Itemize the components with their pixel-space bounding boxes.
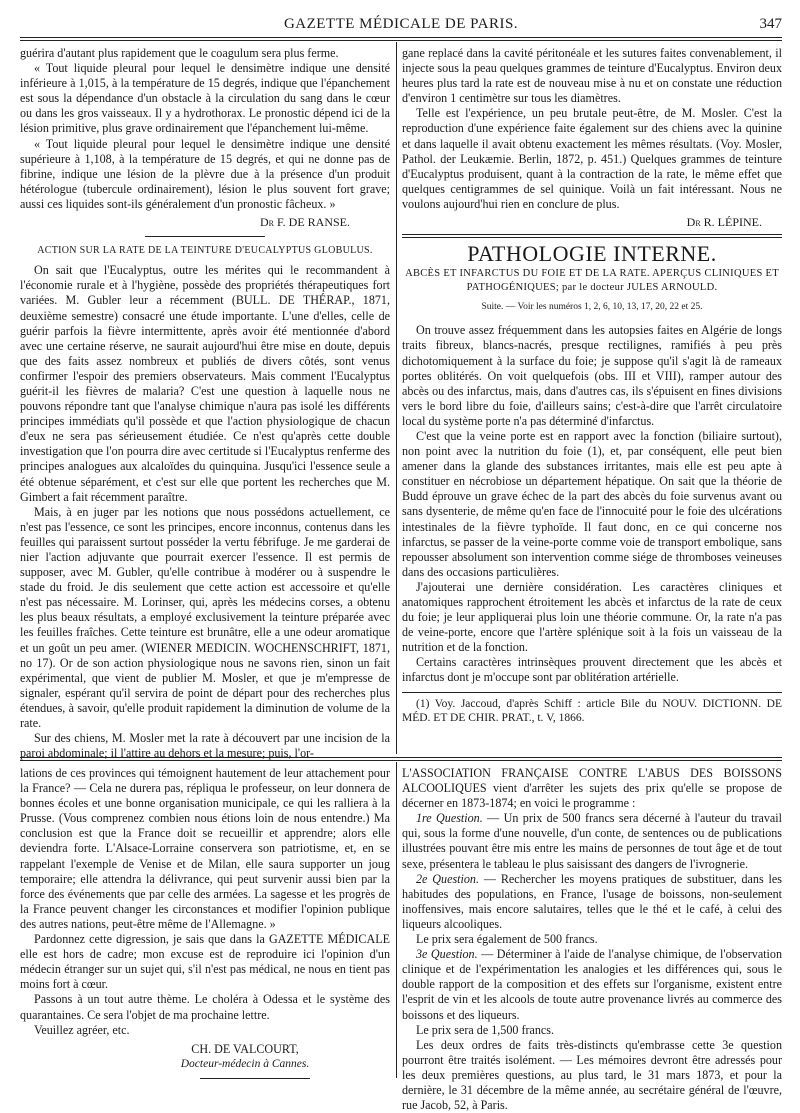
- closing-paragraph: Les deux ordres de faits très-distincts qu'embrasse cette 3e question pourront être traités isolément. — Les mémoires devront être adressés pour les deux premières questions, au plus tard, le 31 mars 1873, et pour la dernière, le 31 décembre de la même année, au secrétaire général de l'œuvre, rue Jacob, 52, à Paris.: [402, 1037, 782, 1113]
- question-2-prize: Le prix sera également de 500 francs.: [416, 932, 598, 947]
- suite-note: Suite. — Voir les numéros 1, 2, 6, 10, 13, 17, 20, 22 et 25.: [481, 302, 703, 313]
- paragraph: C'est que la veine porte est en rapport avec la fonction (biliaire surtout), non point avec la nutrition du foie (1), et, par conséquent, elle peut bien amener dans la glande des substances irritantes, mais elle est peu apte à constituer en nécrobiose un département hépatique. On sait que la théorie de Budd éprouve un grave échec de la part des abcès du foie survenus avant ou sans dysenterie, de même qu'en face de l'innocuité pour le foie des ulcérations intestinales de la fièvre typhoïde. Il faut donc, en ce qui concerne nos infarctus, se passer de la veine-porte comme voie de transport embolique, sans repousser absolument son intervention comme siége de thromboses veineuses dans des occasions particulières.: [402, 428, 782, 579]
- question-1-label: 1re Question.: [416, 811, 483, 826]
- question-3-label: 3e Question.: [416, 947, 478, 962]
- paragraph: Certains caractères intrinsèques prouvent directement que les abcès et infarctus dont je m'occupe sont par oblitération artérielle.: [402, 655, 782, 685]
- separator: [200, 1078, 310, 1079]
- section-title: ACTION SUR LA RATE DE LA TEINTURE D'EUCALYPTUS GLOBULUS.: [37, 245, 373, 257]
- paragraph: J'ajouterai une dernière considération. Les caractères cliniques et anatomiques rapprochent étroitement les abcès et infarctus de la rate de ceux du foie; je leur appliquerai plus loin une théorie commune. Or, la rate n'a pas de veine-porte, encore que l'artère splénique soit à la fois un vaisseau de la nutrition et de la fonction.: [402, 579, 782, 655]
- top-right-column: [402, 46, 782, 725]
- top-left-column: [20, 46, 390, 761]
- paragraph: Mais, à en juger par les notions que nous possédons actuellement, ce n'est pas l'essence, ce sont les principes, encore inconnus, contenus dans les feuilles qui paraissent surtout posséder la vertu fébrifuge. Je me garderai de nier l'action adjuvante que pourrait exercer l'essence. Il est permis de supposer, avec M. Gubler, qu'elle contribue à modérer ou à suspendre le stade du froid. Je dis seulement que cette action est accessoire et qu'elle n'est pas nécessaire. M. Lorinser, qui, après les médecins corses, a obtenu les plus beaux résultats, a employé exclusivement la teinture préparée avec les feuilles fraîches. Cette teinture est brunâtre, elle a une odeur aromatique et un goût un peu amer. (WIENER MEDICIN. WOCHENSCHRIFT, 1871, no 17). Or de son action physiologique nous ne savons rien, sinon un fait expérimental, que vient de publier M. Mosler, et que je m'empresse de signaler, espérant qu'il servira de point de départ pour des recherches plus étendues, à savoir, qu'elle produit rapidement la diminution de volume de la rate.: [20, 504, 390, 731]
- article-subtitle: ABCÈS ET INFARCTUS DU FOIE ET DE LA RATE. APERÇUS CLINIQUES ET PATHOGÉNIQUES; par le docteur JULES ARNOULD.: [405, 268, 779, 294]
- question-3: [402, 947, 782, 1022]
- paragraph: Veuillez agréer, etc.: [34, 1022, 130, 1037]
- paragraph: « Tout liquide pleural pour lequel le densimètre indique une densité inférieure à 1,015, à la température de 15 degrés, indique que l'épanchement est sous la dépendance d'un obstacle à la circulation du sang dans le cœur ou dans les gros vaisseaux. Il y a hydrothorax. Le pronostic dépend ici de la lésion primitive, plus grave ordinairement que l'épanchement lui-même.: [20, 61, 390, 136]
- journal-title: GAZETTE MÉDICALE DE PARIS.: [283, 16, 519, 32]
- header-rule-2: [20, 40, 782, 41]
- column-divider: [396, 42, 397, 754]
- question-2-label: 2e Question.: [416, 871, 479, 886]
- separator: [145, 236, 265, 237]
- question-1-text: — Un prix de 500 francs sera décerné à l'auteur du travail qui, sous la forme d'une nouvelle, d'un conte, de sentences ou de publications illustrées pouvant être mis entre les mains de personnes de tout âge et de tout sexe, présentera le tableau le plus saisissant des dangers de l'ivrognerie.: [402, 811, 782, 871]
- paragraph: Pardonnez cette digression, je sais que dans la GAZETTE MÉDICALE elle est hors de cadre; mon excuse est de reproduire ici l'opinion d'un médecin étranger sur un sujet qui, s'il n'est pas médical, ne nous en tient pas moins fort à cœur.: [20, 932, 390, 992]
- section-title-pathologie: PATHOLOGIE INTERNE.: [467, 241, 717, 267]
- signature-title: Docteur-médecin à Cannes.: [180, 1057, 310, 1070]
- paragraph: guérira d'autant plus rapidement que le coagulum sera plus ferme.: [20, 46, 339, 60]
- bottom-right-column: [402, 766, 782, 1113]
- signature-valcourt: CH. DE VALCOURT,: [191, 1041, 299, 1056]
- signature-lepine: Dr R. LÉPINE.: [686, 215, 762, 230]
- question-1: [402, 811, 782, 871]
- paragraph: Sur des chiens, M. Mosler met la rate à découvert par une incision de la paroi abdominale; il l'attire au dehors et la mesure; puis, l'or-: [20, 731, 390, 761]
- header-rule: [20, 37, 782, 38]
- question-3-text: — Déterminer à l'aide de l'analyse chimique, de l'observation clinique et de l'expérimentation les analogies et les différences qui, sous le double rapport de la composition et des effets sur l'organisme, existent entre l'esprit de vin et les alcools de toute autre provenance livrés au commerce des boissons et des liqueurs.: [402, 947, 782, 1022]
- question-3-prize: Le prix sera de 1,500 francs.: [416, 1022, 555, 1037]
- section-rule: [20, 757, 782, 758]
- question-2: [402, 872, 782, 932]
- association-intro: L'ASSOCIATION FRANÇAISE CONTRE L'ABUS DES BOISSONS ALCOOLIQUES vient d'arrêter les sujets des prix qu'elle se propose de décerner en 1873-1874; en voici le programme :: [402, 766, 782, 811]
- section-rule-2: [20, 760, 782, 761]
- paragraph: On sait que l'Eucalyptus, outre les mérites qui le recommandent à l'économie rurale et à l'hygiène, possède des propriétés thérapeutiques fort variées. M. Gubler leur a récemment (BULL. DE THÉRAP., 1871, deuxième semestre) consacré une étude importante. L'une d'elles, celle de guérir parfois la fièvre intermittente, après avoir été mentionnée d'abord avec une certaine réserve, ne saurait aujourd'hui être mise en doute, depuis que des faits assez nombreux et publiés de divers côtés, sont venus confirmer l'espoir des premiers observateurs. Mais comment l'Eucalyptus guérit-il les fièvres de malaria? C'est une question à laquelle nous ne pouvons répondre tant que l'analyse chimique n'aura pas isolé les différents principes immédiats qu'il possède et que l'action physiologique de chacun d'eux ne sera pas sérieusement étudiée. Ce n'est qu'après cette double investigation que l'on pourra dire avec certitude si l'Eucalyptus renferme des principes analogues aux alcaloïdes du quinquina. Jusqu'ici l'essence seule a été obtenue séparément, et c'est sur elle que portent les recherches que M. Gimbert a fait récemment paraître.: [20, 263, 390, 504]
- page-number: 347: [759, 16, 782, 32]
- separator: [402, 234, 782, 235]
- paragraph: lations de ces provinces qui témoignent hautement de leur attachement pour la France? — Cela ne durera pas, répliqua le professeur, on leur donnera de bonnes écoles et une bonne organisation municipale, ce qui les ralliera à la Prusse. (Vous comprenez combien nous étions loin de nous entendre.) Ma conclusion est que la France doit se recueillir et apprendre; alors elle deviendra forte. L'Alsace-Lorraine conservera son patriotisme, et, en se rappelant l'exemple de Venise et de Milan, elle saura supporter un joug temporaire; elle attendra la délivrance, qui peut survenir aussi bien par la force des événements que par celle des armées. La sagesse et les progrès de la France peuvent changer les circonstances et modifier l'opinion publique des autres nations, peut-être même de l'Allemagne. »: [20, 766, 390, 931]
- page-header: [20, 8, 782, 36]
- question-2-text: — Rechercher les moyens pratiques de substituer, dans les habitudes des populations, en France, l'usage de boissons, non-seulement inoffensives, mais encore salutaires, telles que le thé et le café, à celui des liqueurs alcooliques.: [402, 871, 782, 931]
- separator: [402, 237, 782, 238]
- paragraph: gane replacé dans la cavité péritonéale et les sutures faites convenablement, il injecte sous la peau quelques grammes de teinture d'Eucalyptus. Environ deux heures plus tard la rate est de nouveau mise à nu et on constate une réduction d'environ 1 centimètre sur tous les diamètres.: [402, 46, 782, 106]
- column-divider-bottom: [396, 762, 397, 1078]
- signature-ranse: Dr F. DE RANSE.: [259, 215, 350, 230]
- paragraph: Passons à un tout autre thème. Le choléra à Odessa et le système des quarantaines. Ce sera l'objet de ma prochaine lettre.: [20, 992, 390, 1022]
- footnote-rule: [402, 692, 782, 693]
- bottom-left-column: [20, 766, 390, 1085]
- paragraph: Telle est l'expérience, un peu brutale peut-être, de M. Mosler. C'est la reproduction d'une expérience faite également sur des chiens avec la quinine et dans laquelle il avait obtenu exactement les mêmes résultats. (Voy. Mosler, Pathol. der Leukæmie. Berlin, 1872, p. 451.) Quelques grammes de teinture d'Eucalyptus produisent, quant à la contraction de la rate, le même effet que quelques centigrammes de sel quinique. Voilà un fait intéressant. Nous ne voulons aujourd'hui rien en conclure de plus.: [402, 106, 782, 211]
- paragraph: « Tout liquide pleural pour lequel le densimètre indique une densité supérieure à 1,108, à la température de 15 degrés, et qui ne donne pas de fibrine, indique une lésion de la plèvre due à la présence d'un produit hétérologue (tubercule ordinairement), lésion le plus souvent fort grave; aussi ces liquides sont-ils généralement d'un pronostic fâcheux. »: [20, 136, 390, 211]
- paragraph: On trouve assez fréquemment dans les autopsies faites en Algérie de longs traits fibreux, blancs-nacrés, presque rectilignes, ramifiés à peu près dichotomiquement à la surface du foie; je suppose qu'il s'agit là de rameaux portes oblitérés. On voit quelquefois (obs. III et VIII), ramper autour des abcès ou des infarctus, mais, dans d'autres cas, ils s'épuisent en fines divisions vers le bord libre du foie, d'ailleurs sains; c'est-à-dire que l'arrêt circulatoire local du système porte n'a pas déterminé d'infarctus.: [402, 323, 782, 428]
- footnote: (1) Voy. Jaccoud, d'après Schiff : article Bile du NOUV. DICTIONN. DE MÉD. ET DE CHIR. PRAT., t. V, 1866.: [402, 697, 782, 724]
